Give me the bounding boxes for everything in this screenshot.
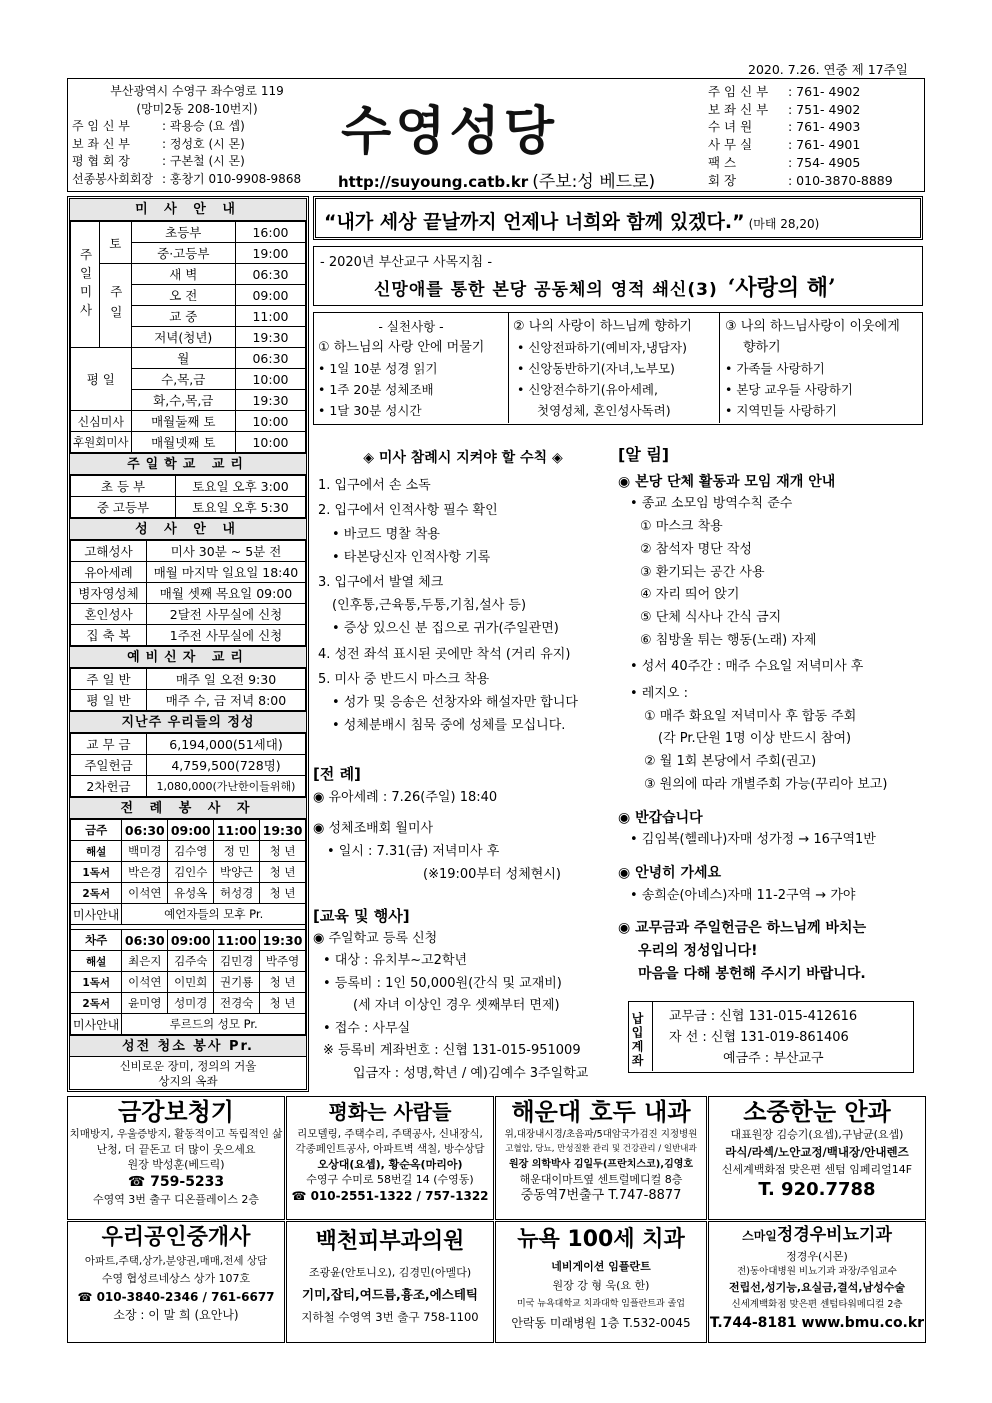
ad-line: 원장 의학박사 김일두(프란치스코),김영호 — [508, 1159, 694, 1170]
notice-item: ④ 자리 띄어 앉기 — [640, 587, 740, 603]
ad-line: 신세계백화점 맞은편 센텀타워메디컬 2층 — [731, 1299, 903, 1310]
staff-role: 주 임 신 부 — [72, 119, 130, 133]
practice-item: • 가족들 사랑하기 — [725, 361, 825, 376]
ad-line: 수영 협성르네상스 상가 107호 — [101, 1272, 251, 1285]
notices-section — [618, 444, 924, 985]
role-label: 2독서 — [71, 993, 122, 1014]
rule-item: • 성체분배시 침묵 중에 성체를 모십니다. — [332, 718, 566, 734]
ad-line: 치매방지, 우울증방지, 활동적이고 독립적인 삶 — [69, 1128, 283, 1140]
guideline-year-theme: ‘사랑의 해’ — [727, 275, 836, 301]
row-label: 유아세례 — [71, 562, 147, 583]
server-name: 허성경 — [214, 883, 260, 904]
ad-line: ☎ 010-2551-1322 / 757-1322 — [291, 1189, 489, 1203]
ad-line: T.744-8181 www.bmu.co.kr — [709, 1315, 925, 1331]
notice-item: ⑤ 단체 식사나 간식 금지 — [640, 609, 782, 625]
address-line: (망미2동 208-10번지) — [136, 101, 258, 116]
mass-title: 미 사 안 내 — [70, 199, 306, 221]
education-item: (세 자녀 이상인 경우 셋째부터 면제) — [353, 998, 560, 1013]
notice-item: ◉ 반갑습니다 — [618, 809, 703, 826]
row-value: 1주전 사무실에 신청 — [147, 625, 306, 646]
guideline-sub: - 2020년 부산교구 사목지침 - — [320, 255, 493, 270]
row-label: 교 무 금 — [71, 734, 147, 755]
notice-item: ③ 원의에 따라 개별주회 가능(꾸리아 보고) — [644, 776, 888, 792]
quote-ref: (마태 28,20) — [748, 217, 820, 231]
server-name: 정 민 — [214, 841, 260, 862]
mass-time: 10:00 — [236, 369, 306, 390]
school-table — [70, 475, 306, 518]
staff-name: : 구본철 (시 몬) — [162, 154, 245, 168]
rule-item: • 성가 및 응송은 선창자와 해설자만 합니다 — [332, 695, 578, 711]
servers-this-week — [70, 819, 306, 925]
education-item: • 등록비 : 1인 50,000원(간식 및 교재비) — [323, 975, 562, 991]
mass-name: 수,목,금 — [131, 369, 235, 390]
row-label: 주 일 반 — [71, 669, 147, 690]
mass-time: 09:00 — [236, 285, 306, 306]
row-label: 평 일 반 — [71, 690, 147, 711]
contact-label: 주 임 신 부 — [708, 84, 769, 99]
website-link[interactable]: http://suyoung.catb.kr — [338, 173, 529, 191]
contact-number: : 754- 4905 — [788, 154, 861, 170]
notice-item: 우리의 정성입니다! — [638, 943, 758, 960]
guide-praesidium: 예언자들의 모후 Pr. — [122, 904, 306, 925]
ad-interior — [286, 1096, 494, 1220]
liturgy-item: • 일시 : 7.31(금) 저녁미사 후 — [327, 844, 500, 859]
liturgy-item: ◉ 유아세례 : 7.26(주일) 18:40 — [313, 790, 498, 805]
education-title: [교육 및 행사] — [313, 907, 410, 925]
staff-role: 선종봉사회회장 — [72, 171, 154, 186]
contact-label: 수 녀 원 — [708, 119, 753, 135]
practice-head: ② 나의 사랑이 하느님께 향하기 — [513, 319, 692, 334]
practice-box — [313, 312, 923, 425]
issue-date: 2020. 7.26. 연중 제 17주일 — [748, 62, 908, 77]
ad-line: 조광윤(안토니오), 김경민(아멜다) — [308, 1266, 472, 1279]
ad-name: 해운대 호두 내과 — [511, 1098, 691, 1126]
mass-name: 새 벽 — [131, 264, 235, 285]
server-name: 청 년 — [260, 841, 306, 862]
mass-day: 매월둘째 토 — [131, 411, 235, 432]
offering-title: 지난주 우리들의 정성 — [70, 711, 306, 733]
role-label: 해설 — [71, 841, 122, 862]
week-label: 차주 — [71, 930, 122, 951]
mass-time-head: 11:00 — [214, 820, 260, 841]
practice-head: 향하기 — [743, 340, 781, 355]
ad-line: 전립선,성기능,요실금,결석,남성수술 — [728, 1281, 906, 1294]
ad-line: 신세계백화점 맞은편 센텀 임페리얼14F — [721, 1163, 913, 1176]
row-label: 고해성사 — [71, 541, 147, 562]
rule-item: (인후통,근육통,두통,기침,설사 등) — [332, 598, 527, 614]
notice-item: ◉ 교무금과 주일헌금은 하느님께 바치는 — [618, 920, 867, 937]
mass-time: 10:00 — [236, 432, 306, 453]
education-item: • 접수 : 사무실 — [323, 1020, 411, 1036]
notice-item: ③ 환기되는 공간 사용 — [640, 564, 765, 580]
saturday-label: 토 — [100, 222, 132, 264]
staff-name: : 곽용승 (요 셉) — [162, 119, 245, 133]
contact-number: : 761- 4903 — [788, 119, 861, 135]
row-value: 2달전 사무실에 신청 — [147, 604, 306, 625]
mass-time: 16:00 — [236, 222, 306, 243]
catechumen-table — [70, 668, 306, 711]
mass-time-head: 19:30 — [260, 930, 306, 951]
mass-name: 초등부 — [131, 222, 235, 243]
week-label: 금주 — [71, 820, 122, 841]
mass-time: 19:00 — [236, 243, 306, 264]
mass-time-head: 09:00 — [168, 820, 214, 841]
ad-line: ☎ 010-3840-2346 / 761-6677 — [77, 1290, 275, 1304]
rule-item: • 증상 있으신 분 집으로 귀가(주일관면) — [332, 621, 559, 637]
role-label: 2독서 — [71, 883, 122, 904]
servers-title: 전 례 봉 사 자 — [70, 797, 306, 819]
account-line: 예금주 : 부산교구 — [723, 1051, 824, 1066]
mass-time: 19:30 — [236, 390, 306, 411]
mass-name: 후원회미사 — [71, 432, 132, 453]
contact-label: 사 무 실 — [708, 137, 753, 153]
notice-item: ② 참석자 명단 작성 — [640, 541, 752, 557]
practice-head: ① 하느님의 사랑 안에 머물기 — [318, 340, 485, 355]
ad-hearing-aid — [67, 1096, 285, 1220]
contact-label: 보 좌 신 부 — [708, 101, 769, 117]
cleaning-group: 상지의 옥좌 — [158, 1074, 218, 1088]
rule-item: 4. 성전 좌석 표시된 곳에만 착석 (거리 유지) — [318, 646, 571, 662]
ad-line: 전)동아대병원 비뇨기과 과장/주임교수 — [737, 1266, 897, 1277]
notice-item: (각 Pr.단원 1명 이상 반드시 참여) — [658, 731, 852, 747]
cleaning-group: 신비로운 장미, 정의의 거울 — [119, 1059, 257, 1073]
ad-line: 미국 뉴욕대학교 치과대학 임플란트과 졸업 — [517, 1299, 685, 1309]
rule-item: 3. 입구에서 발열 체크 — [318, 575, 444, 591]
practice-item: • 본당 교우들 사랑하기 — [725, 382, 853, 397]
ad-line: 위,대장내시경/초음파/5대암국가검진 지정병원 — [504, 1129, 698, 1140]
liturgy-section — [313, 763, 603, 886]
masthead — [67, 78, 925, 192]
mass-time-head: 09:00 — [168, 930, 214, 951]
row-value: 매월 마지막 일요일 18:40 — [147, 562, 306, 583]
mass-day: 매월넷째 토 — [131, 432, 235, 453]
row-label: 주일헌금 — [71, 755, 147, 776]
server-name: 청 년 — [260, 862, 306, 883]
practice-col-3 — [721, 313, 921, 423]
practice-item: • 신앙전파하기(예비자,냉담자) — [517, 340, 687, 355]
practice-item: • 신앙전수하기(유아세례, — [517, 382, 658, 397]
ad-line: 수영역 3번 출구 디온플레이스 2층 — [92, 1193, 260, 1206]
row-value: 1,080,000(가난한이들위해) — [147, 776, 306, 797]
ad-name: 백천피부과의원 — [315, 1229, 465, 1254]
server-name: 박양근 — [214, 862, 260, 883]
ad-line: 소장 : 이 말 희 (요안나) — [113, 1308, 239, 1322]
logo-text: 수영성당 — [341, 101, 558, 162]
notice-item: ⑥ 침방울 튀는 행동(노래) 자제 — [640, 632, 817, 648]
ad-line: 각종페인트공사, 아파트벽 색칠, 방수상담 — [295, 1143, 485, 1155]
server-name: 이석연 — [122, 972, 168, 993]
mass-time-head: 06:30 — [122, 930, 168, 951]
server-name: 김인수 — [168, 862, 214, 883]
server-name: 청 년 — [260, 972, 306, 993]
row-label: 병자영성체 — [71, 583, 147, 604]
server-name: 백미경 — [122, 841, 168, 862]
ad-line: 라식/라섹/노안교정/백내장/안내렌즈 — [725, 1145, 909, 1159]
ad-line: 수영구 수미로 58번길 14 (수영동) — [306, 1173, 474, 1186]
mass-time: 11:00 — [236, 306, 306, 327]
row-value: 6,194,000(51세대) — [147, 734, 306, 755]
server-name: 박은경 — [122, 862, 168, 883]
ad-line: 기미,잡티,여드름,흉조,에스테틱 — [302, 1287, 478, 1302]
server-name: 이석연 — [122, 883, 168, 904]
contact-number: : 761- 4901 — [788, 137, 861, 153]
ad-name: 금강보청기 — [118, 1098, 234, 1126]
ad-line: 중동역7번출구 T.747-8877 — [520, 1188, 682, 1203]
scripture-quote — [313, 196, 923, 240]
servers-next-week — [70, 929, 306, 1035]
education-item: 입금자 : 성명,학년 / 예)김예수 3주일학교 — [353, 1065, 589, 1081]
offering-table — [70, 733, 306, 797]
account-label: 납입계좌 — [629, 1002, 653, 1071]
row-value: 4,759,500(728명) — [147, 755, 306, 776]
row-value: 매주 일 오전 9:30 — [147, 669, 306, 690]
role-label: 해설 — [71, 951, 122, 972]
ad-line: 대표원장 김승기(요셉),구남균(요셉) — [730, 1128, 904, 1141]
practice-item: • 1주 20분 성체조배 — [318, 382, 434, 397]
staff-name: : 홍창기 010-9908-9868 — [162, 171, 302, 186]
ad-line: 난청, 더 끝돈고 더 많이 웃으세요 — [96, 1143, 256, 1156]
mass-time: 10:00 — [236, 411, 306, 432]
ad-name: 소중한눈 안과 — [743, 1098, 891, 1126]
mass-name: 오 전 — [131, 285, 235, 306]
server-name: 권기룡 — [214, 972, 260, 993]
guide-label: 미사안내 — [71, 1014, 122, 1035]
row-value: 매월 셋째 목요일 09:00 — [147, 583, 306, 604]
guideline-title: 신망애를 통한 본당 공동체의 영적 쇄신(3) — [374, 280, 718, 300]
notice-item: • 성서 40주간 : 매주 수요일 저녁미사 후 — [630, 659, 864, 675]
patron-saint: (주보:성 베드로) — [532, 172, 656, 192]
ad-line: 지하철 수영역 3번 출구 758-1100 — [301, 1310, 479, 1324]
parish-logo — [333, 81, 673, 191]
notice-item: • 종교 소모임 방역수칙 준수 — [630, 496, 793, 512]
notice-item: ① 매주 화요일 저녁미사 후 합동 주회 — [644, 708, 857, 724]
ad-line: 원장 박성훈(베드릭) — [127, 1158, 225, 1171]
guide-praesidium: 루르드의 성모 Pr. — [122, 1014, 306, 1035]
ad-line: 아파트,주택,상가,분양권,매매,전세 상담 — [84, 1255, 268, 1267]
rule-item: 5. 미사 중 반드시 마스크 착용 — [318, 671, 490, 687]
practice-title: - 실천사항 - — [378, 319, 444, 334]
liturgy-item: ◉ 성체조배회 월미사 — [313, 821, 434, 836]
notice-item: • 송희순(아녜스)자매 11-2구역 → 가야 — [630, 887, 856, 903]
row-value: 미사 30분 ~ 5분 전 — [147, 541, 306, 562]
mass-table — [70, 221, 306, 453]
mass-name: 저녁(청년) — [131, 327, 235, 348]
education-item: ※ 등록비 계좌번호 : 신협 131-015-951009 — [323, 1043, 581, 1058]
mass-name: 교 중 — [131, 306, 235, 327]
rule-item: 2. 입구에서 인적사항 필수 확인 — [318, 503, 498, 519]
account-line: 교무금 : 신협 131-015-412616 — [669, 1009, 858, 1024]
server-name: 유성옥 — [168, 883, 214, 904]
practice-item: 첫영성체, 혼인성사독려) — [537, 403, 671, 418]
role-label: 1독서 — [71, 972, 122, 993]
contact-number: : 010-3870-8889 — [788, 172, 893, 188]
left-column — [67, 196, 309, 1092]
practice-col-2 — [510, 313, 720, 423]
ad-dental — [495, 1221, 707, 1343]
catechumen-title: 예비신자 교리 — [70, 646, 306, 668]
ad-name: 평화는 사람들 — [328, 1100, 452, 1124]
account-box — [628, 1001, 914, 1073]
sacrament-table — [70, 540, 306, 646]
mass-time-head: 19:30 — [260, 820, 306, 841]
server-name: 박주영 — [260, 951, 306, 972]
notice-item: ② 월 1회 본당에서 주회(권고) — [644, 754, 817, 770]
liturgy-item: (※19:00부터 성체현시) — [423, 867, 561, 882]
mass-name: 신심미사 — [71, 411, 132, 432]
ad-line: ☎ 759-5233 — [127, 1174, 225, 1190]
notice-item: ① 마스크 착용 — [640, 519, 723, 535]
rules-title: ◈ 미사 참례시 지켜야 할 수칙 ◈ — [363, 450, 563, 466]
ad-brand-prefix: 스마일 — [742, 1229, 777, 1243]
ad-line: 오상대(요셉), 황순옥(마리아) — [317, 1158, 463, 1171]
row-label: 2차헌금 — [71, 776, 147, 797]
mass-time-head: 06:30 — [122, 820, 168, 841]
server-name: 성미경 — [168, 993, 214, 1014]
staff-name: : 정성호 (시 몬) — [162, 136, 245, 151]
pastoral-guideline — [313, 246, 923, 306]
parish-info — [72, 83, 322, 188]
staff-role: 보 좌 신 부 — [72, 136, 130, 151]
ad-line: 리모델링, 주택수리, 주택공사, 신내장식, — [297, 1128, 483, 1140]
notice-item: • 레지오 : — [630, 686, 688, 702]
server-name: 청 년 — [260, 883, 306, 904]
liturgy-title: [전 례] — [313, 765, 361, 783]
education-item: ◉ 주일학교 등록 신청 — [313, 930, 438, 946]
ad-eye-clinic — [708, 1096, 926, 1220]
ad-name: 정경우비뇨기과 — [776, 1225, 892, 1245]
notice-item: 마음을 다해 봉헌해 주시기 바랍니다. — [638, 965, 866, 982]
server-name: 청 년 — [260, 993, 306, 1014]
server-name: 김민경 — [214, 951, 260, 972]
sunday-sub-label: 주일 — [100, 264, 132, 348]
contact-list — [708, 83, 923, 189]
ad-line: 네비게이션 임플란트 — [551, 1260, 651, 1273]
ad-name: 우리공인중개사 — [101, 1224, 251, 1250]
practice-col-1 — [314, 313, 509, 423]
ad-line: 정경우(시몬) — [786, 1250, 848, 1263]
contact-label: 회 장 — [708, 172, 737, 188]
mass-time: 06:30 — [236, 264, 306, 285]
ad-line: 원장 강 형 욱(요 한) — [552, 1279, 650, 1292]
address-line: 부산광역시 수영구 좌수영로 119 — [110, 84, 284, 98]
ad-line: 안락동 미래병원 1층 T.532-0045 — [511, 1316, 691, 1330]
ad-dermatology — [286, 1221, 494, 1343]
contact-label: 팩 스 — [708, 154, 737, 170]
practice-item: • 1달 30분 성시간 — [318, 403, 422, 418]
server-name: 윤미영 — [122, 993, 168, 1014]
education-section — [313, 905, 613, 1085]
practice-item: • 지역민들 사랑하기 — [725, 403, 837, 418]
notice-title: [알 림] — [618, 445, 670, 464]
mass-time: 19:30 — [236, 327, 306, 348]
practice-item: • 1일 10분 성경 읽기 — [318, 361, 438, 376]
contact-number: : 751- 4902 — [788, 101, 861, 117]
ad-line: 고혈압, 당뇨, 만성질환 관리 및 건강관리 / 일반내과 — [505, 1144, 697, 1154]
row-label: 초 등 부 — [71, 476, 176, 497]
mass-time: 06:30 — [236, 348, 306, 369]
cleaning-title: 성전 청소 봉사 Pr. — [70, 1035, 306, 1057]
mass-name: 월 — [131, 348, 235, 369]
rule-item: • 바코드 명찰 착용 — [332, 526, 440, 542]
server-name: 이민희 — [168, 972, 214, 993]
notice-item: • 김임복(헬레나)자매 성가정 → 16구역1반 — [630, 832, 876, 848]
row-value: 매주 수, 금 저녁 8:00 — [147, 690, 306, 711]
mass-name: 중·고등부 — [131, 243, 235, 264]
rule-item: 1. 입구에서 손 소독 — [318, 478, 431, 494]
rule-item: • 타본당신자 인적사항 기록 — [332, 549, 491, 565]
ad-name: 뉴욕 100세 치과 — [517, 1227, 685, 1252]
row-value: 토요일 오후 3:00 — [176, 476, 306, 497]
school-title: 주일학교 교리 — [70, 453, 306, 475]
mass-name: 화,수,목,금 — [131, 390, 235, 411]
ad-realty — [67, 1221, 285, 1343]
role-label: 1독서 — [71, 862, 122, 883]
notice-item: ◉ 안녕히 가세요 — [618, 864, 722, 881]
quote-text: “내가 세상 끝날까지 언제나 너희와 함께 있겠다.” — [324, 211, 745, 233]
guide-label: 미사안내 — [71, 904, 122, 925]
weekday-label: 평 일 — [71, 348, 132, 411]
practice-head: ③ 나의 하느님사랑이 이웃에게 — [725, 319, 900, 334]
server-name: 최은지 — [122, 951, 168, 972]
mass-rules — [318, 447, 608, 737]
sacrament-title: 성 사 안 내 — [70, 518, 306, 540]
row-label: 집 축 복 — [71, 625, 147, 646]
server-name: 김수영 — [168, 841, 214, 862]
sunday-label: 주일미사 — [71, 222, 100, 348]
notice-item: ◉ 본당 단체 활동과 모임 재개 안내 — [618, 473, 836, 490]
ad-urology — [708, 1221, 926, 1343]
account-line: 자 선 : 신협 131-019-861406 — [669, 1030, 849, 1045]
mass-time-head: 11:00 — [214, 930, 260, 951]
contact-number: : 761- 4902 — [788, 84, 861, 99]
row-label: 중 고등부 — [71, 497, 176, 518]
ad-internal-medicine — [495, 1096, 707, 1220]
education-item: • 대상 : 유치부~고2학년 — [323, 953, 468, 968]
ad-line: T. 920.7788 — [758, 1179, 876, 1200]
staff-role: 평 협 회 장 — [72, 154, 130, 168]
row-value: 토요일 오후 5:30 — [176, 497, 306, 518]
practice-item: • 신앙동반하기(자녀,노부모) — [517, 361, 675, 376]
row-label: 혼인성사 — [71, 604, 147, 625]
ad-line: 해운대이마트옆 센트럴메디컬 8층 — [519, 1173, 683, 1186]
server-name: 김주숙 — [168, 951, 214, 972]
server-name: 전경숙 — [214, 993, 260, 1014]
